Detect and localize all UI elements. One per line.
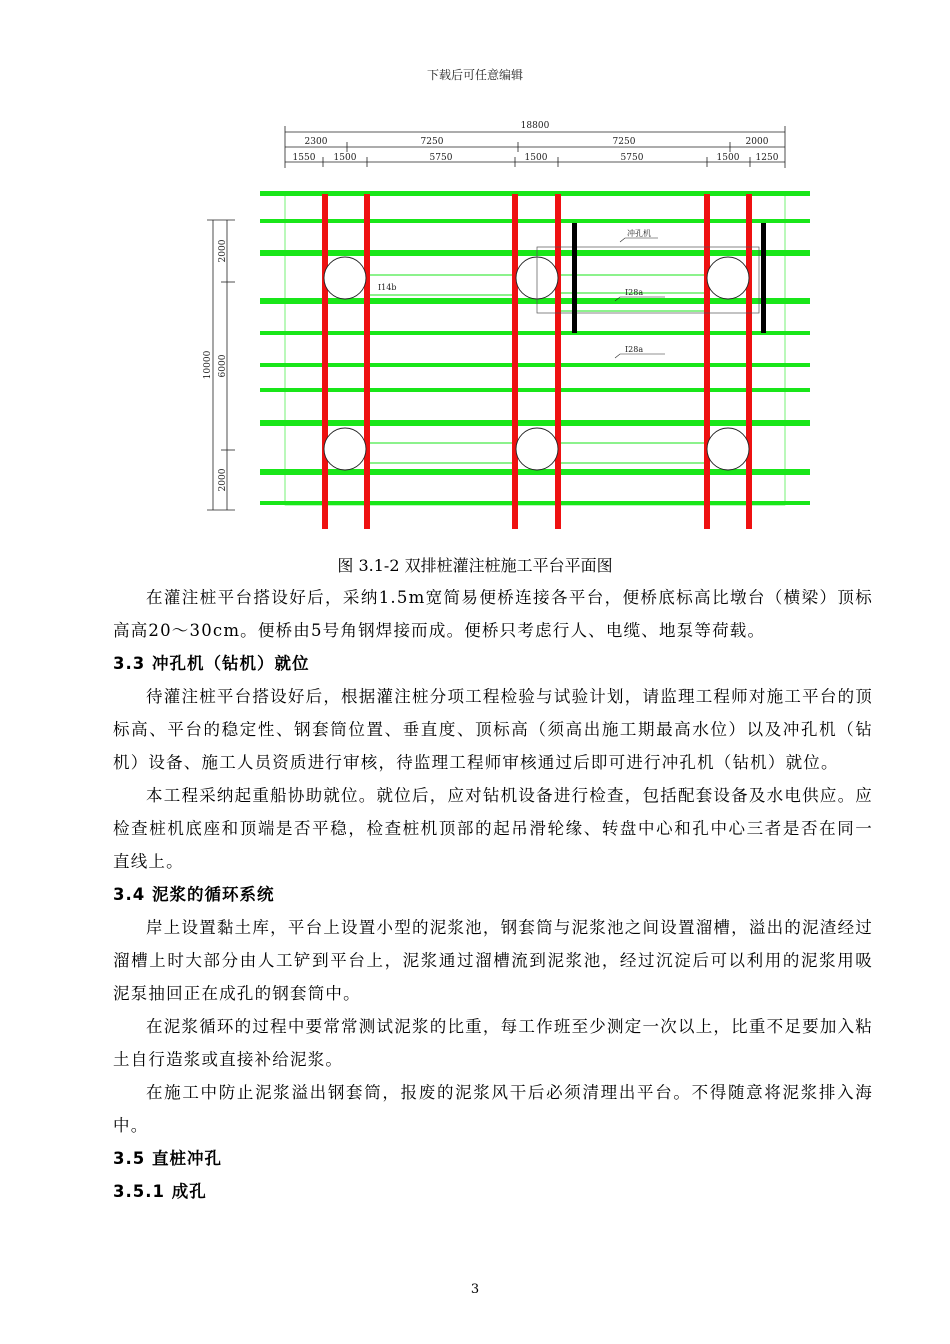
paragraph-crane: 本工程采纳起重船协助就位。就位后，应对钻机设备进行检查，包括配套设备及水电供应。应检查桩机底座和顶端是否平稳，检查桩机顶部的起吊滑轮缘、转盘中心和孔中心三者是否在同一直线上。 bbox=[113, 786, 873, 871]
dim-left-2: 2000 bbox=[218, 468, 228, 492]
paragraph-mud-density: 在泥浆循环的过程中要常常测试泥浆的比重，每工作班至少测定一次以上，比重不足要加入粘土自行造浆或直接补给泥浆。 bbox=[113, 1017, 873, 1069]
red-beam bbox=[555, 194, 561, 529]
platform-plan-figure bbox=[195, 118, 825, 538]
black-rail bbox=[761, 223, 766, 333]
header-note: 下载后可任意编辑 bbox=[426, 68, 523, 82]
body-section-1 bbox=[113, 581, 873, 1208]
dim-top-r1-2: 7250 bbox=[612, 137, 636, 147]
red-beam bbox=[322, 194, 328, 529]
heading-3-3: 3.3 冲孔机（钻机）就位 bbox=[113, 654, 310, 673]
dim-top-r2-0: 1550 bbox=[292, 153, 316, 163]
red-beam bbox=[746, 194, 752, 529]
dim-top-r1-1: 7250 bbox=[420, 137, 444, 147]
dim-left-total: 10000 bbox=[203, 350, 213, 380]
casing-circle bbox=[707, 428, 749, 470]
label-punch-machine: 冲孔机 bbox=[627, 229, 651, 238]
figure-caption: 图 3.1-2 双排桩灌注桩施工平台平面图 bbox=[337, 556, 613, 575]
casing-circle bbox=[707, 257, 749, 299]
dim-top-r2-4: 5750 bbox=[620, 153, 644, 163]
casing-circle bbox=[324, 428, 366, 470]
green-beam bbox=[260, 501, 810, 505]
dim-top-r2-3: 1500 bbox=[524, 153, 548, 163]
casing-circle bbox=[324, 257, 366, 299]
red-beams bbox=[322, 194, 752, 529]
black-rail bbox=[572, 223, 577, 333]
red-beam bbox=[364, 194, 370, 529]
green-beam bbox=[260, 191, 810, 196]
red-beam bbox=[512, 194, 518, 529]
casing-circle bbox=[516, 428, 558, 470]
green-beam bbox=[260, 331, 810, 335]
heading-3-4: 3.4 泥浆的循环系统 bbox=[113, 885, 275, 904]
paragraph-mud-disposal: 在施工中防止泥浆溢出钢套筒，报废的泥浆风干后必须清理出平台。不得随意将泥浆排入海中。 bbox=[113, 1083, 873, 1135]
paragraph-bridge: 在灌注桩平台搭设好后，采纳1.5m宽简易便桥连接各平台，便桥底标高比墩台（横梁）顶标高高20～30cm。便桥由5号角钢焊接而成。便桥只考虑行人、电缆、地泵等荷载。 bbox=[113, 588, 873, 640]
dim-top-r2-5: 1500 bbox=[716, 153, 740, 163]
red-beam bbox=[704, 194, 710, 529]
paragraph-inspection: 待灌注桩平台搭设好后，根据灌注桩分项工程检验与试验计划，请监理工程师对施工平台的顶标高、平台的稳定性、钢套筒位置、垂直度、顶标高（须高出施工期最高水位）以及冲孔机（钻机）设备、施工人员资质进行审核，待监理工程师审核通过后即可进行冲孔机（钻机）就位。 bbox=[113, 687, 873, 772]
paragraph-mud-pool: 岸上设置黏土库，平台上设置小型的泥浆池，钢套筒与泥浆池之间设置溜槽，溢出的泥渣经过溜槽上时大部分由人工铲到平台上，泥浆通过溜槽流到泥浆池，经过沉淀后可以利用的泥浆用吸泥泵抽回正在成孔的钢套筒中。 bbox=[113, 918, 873, 1003]
dim-top-r2-6: 1250 bbox=[755, 153, 779, 163]
dim-top-total: 18800 bbox=[520, 121, 550, 131]
green-beam bbox=[260, 219, 810, 223]
heading-3-5-1: 3.5.1 成孔 bbox=[113, 1182, 207, 1201]
green-beam bbox=[260, 420, 810, 426]
dim-left-0: 2000 bbox=[218, 239, 228, 263]
green-beam bbox=[260, 363, 810, 367]
green-beam bbox=[260, 250, 810, 256]
label-beam-i28a-2: I28a bbox=[625, 345, 644, 354]
dim-top-r1-0: 2300 bbox=[304, 137, 328, 147]
page-number: 3 bbox=[470, 1282, 480, 1297]
heading-3-5: 3.5 直桩冲孔 bbox=[113, 1149, 222, 1168]
green-beam bbox=[260, 388, 810, 392]
dim-top-r2-2: 5750 bbox=[429, 153, 453, 163]
dim-top-r1-3: 2000 bbox=[745, 137, 769, 147]
label-beam-i28a-1: I28a bbox=[625, 288, 644, 297]
dim-left-1: 6000 bbox=[218, 354, 228, 378]
label-beam-i14b: I14b bbox=[378, 283, 397, 292]
dim-top-r2-1: 1500 bbox=[333, 153, 357, 163]
